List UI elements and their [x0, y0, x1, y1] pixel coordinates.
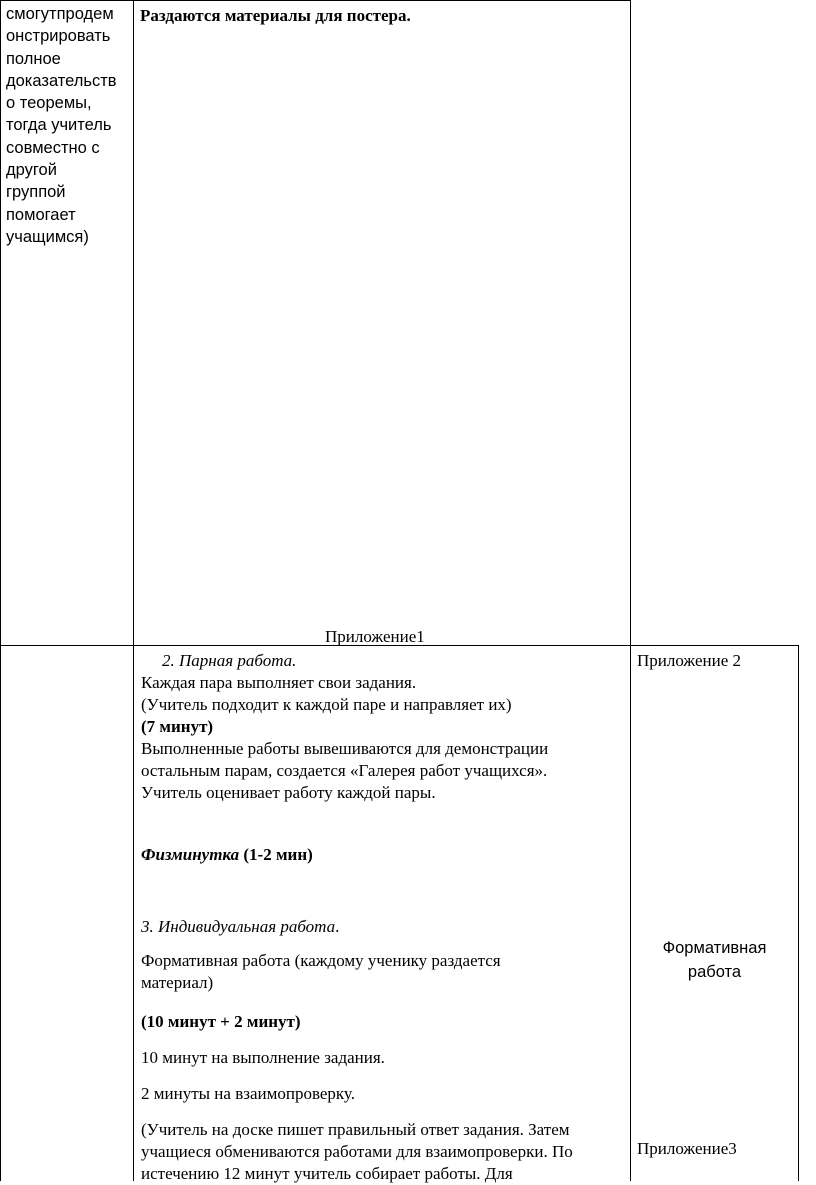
col1-line: полное	[6, 49, 61, 68]
row2-right-border	[798, 645, 799, 1181]
row1-col-divider	[133, 0, 134, 646]
col1-line: совместно с	[6, 138, 100, 157]
col1-line: смогутпродем	[6, 5, 114, 23]
fizminutka: Физминутка (1-2 мин)	[141, 845, 313, 864]
col1-line: группой	[6, 183, 66, 202]
row2-left-border	[0, 645, 1, 1181]
table-border-top	[0, 0, 631, 1]
col1-line: учащимся)	[6, 227, 89, 246]
row2-main-content	[141, 650, 573, 1185]
col1-line: другой	[6, 161, 57, 180]
row1-col1-text	[6, 3, 117, 248]
appendix2-label: Приложение 2	[637, 651, 741, 670]
col1-line: помогает	[6, 205, 76, 224]
row1-right-border	[630, 0, 631, 646]
teacher-instructions: (Учитель на доске пишет правильный ответ задания. Затем учащиеся обмениваются работами для взаимопроверки. По истечению 12 минут учитель собирает работы. Для	[141, 1120, 573, 1183]
col1-line: онстрировать	[6, 27, 111, 46]
formative-resource-label: Формативная работа	[662, 939, 767, 981]
pair-work-time: (7 минут)	[141, 717, 214, 736]
appendix1-label: Приложение1	[325, 627, 425, 646]
col1-line: тогда учитель	[6, 116, 112, 135]
individual-time: (10 минут + 2 минут)	[141, 1012, 301, 1031]
col1-line: о теоремы,	[6, 94, 92, 113]
pair-work-text: Каждая пара выполняет свои задания. (Учитель подходит к каждой паре и направляет их)	[141, 673, 512, 714]
row2-col-divider-2	[630, 645, 631, 1181]
row2-col-divider-1	[133, 645, 134, 1181]
gallery-text: Выполненные работы вывешиваются для демонстрации остальным парам, создается «Галерея работ учащихся». Учитель оценивает работу каждой пары.	[141, 739, 549, 802]
row1-left-border	[0, 0, 1, 646]
individual-work-title: 3. Индивидуальная работа.	[141, 917, 340, 936]
task-time: 10 минут на выполнение задания.	[141, 1048, 385, 1067]
poster-materials-heading: Раздаются материалы для постера.	[140, 6, 411, 25]
formative-text: Формативная работа (каждому ученику раздается материал)	[141, 951, 501, 992]
appendix3-label: Приложение3	[637, 1139, 737, 1158]
col1-line: доказательств	[6, 71, 117, 90]
pair-work-title: 2. Парная работа.	[162, 651, 297, 670]
check-time: 2 минуты на взаимопроверку.	[141, 1084, 355, 1103]
